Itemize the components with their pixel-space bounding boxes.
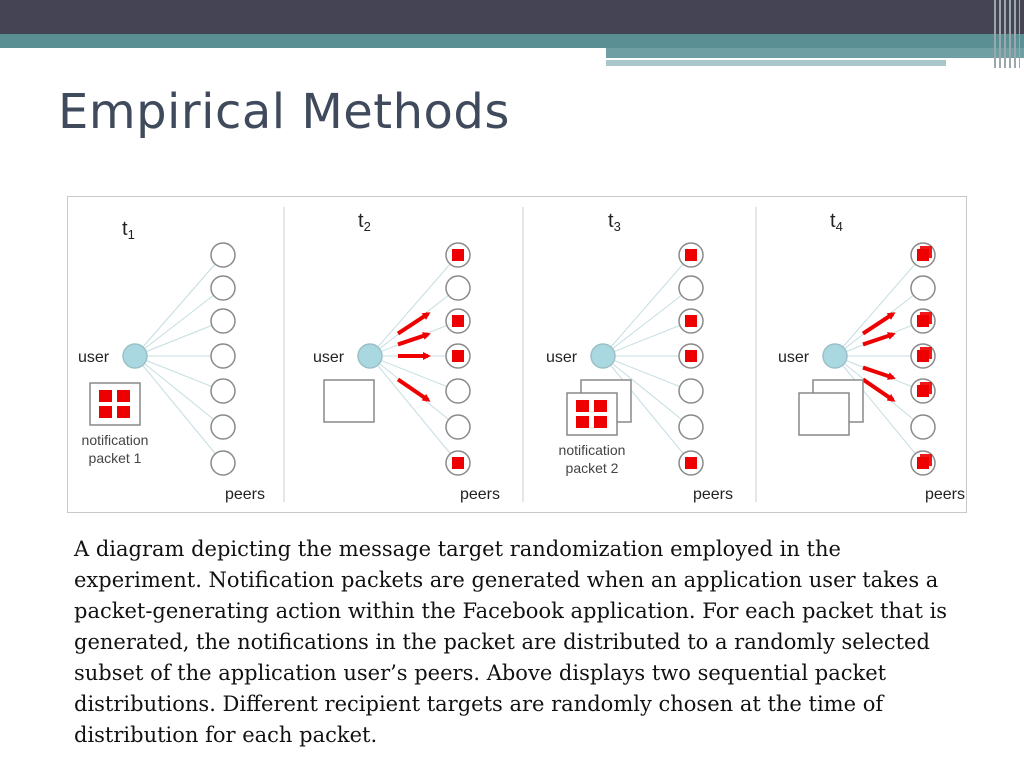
- user-label: user: [778, 349, 810, 366]
- notification-packet: [90, 383, 140, 425]
- received-notification: [920, 382, 932, 394]
- time-label: $t_2$: [358, 210, 371, 234]
- header-bar: [0, 0, 1024, 34]
- notification-square: [117, 390, 130, 402]
- connection-line: [603, 255, 691, 356]
- user-node: [591, 344, 615, 368]
- notification-square: [576, 400, 589, 412]
- received-notification: [685, 350, 697, 362]
- connection-line: [135, 321, 223, 356]
- user-node: [123, 344, 147, 368]
- received-notification: [920, 454, 932, 466]
- received-notification: [685, 315, 697, 327]
- peer-node: [446, 379, 470, 403]
- connection-line: [135, 288, 223, 356]
- connection-line: [135, 356, 223, 391]
- time-label: $t_4$: [830, 210, 843, 234]
- peer-node: [911, 415, 935, 439]
- peers-label: peers: [692, 486, 734, 503]
- user-label: user: [78, 349, 110, 366]
- packet-label: notification: [81, 432, 149, 448]
- peer-node: [211, 379, 235, 403]
- connection-line: [135, 255, 223, 356]
- header-decor-lines: [994, 0, 1020, 68]
- notification-square: [576, 416, 589, 428]
- notification-square: [594, 400, 607, 412]
- peer-node: [679, 379, 703, 403]
- received-notification: [452, 249, 464, 261]
- header-accent-stripe-2: [606, 48, 1024, 58]
- header-accent-stripe: [0, 34, 1024, 48]
- received-notification: [920, 246, 932, 258]
- notification-square: [99, 406, 112, 418]
- diagram-caption: A diagram depicting the message target randomization employed in the experiment. Notification packets are generated when an application user takes a packet-generating action within the Facebook application. For each packet that is generated, the notifications in the packet are distributed to a randomly selected subset of the application user’s peers. Above displays two sequential packet distributions. Different recipient targets are randomly chosen at the time of distribution for each packet.: [74, 537, 948, 747]
- received-notification: [920, 347, 932, 359]
- distribution-arrow: [863, 334, 893, 344]
- distribution-arrow: [398, 379, 428, 400]
- peer-node: [211, 309, 235, 333]
- empty-packet: [799, 393, 849, 435]
- packet-label: notification: [558, 442, 626, 458]
- peer-node: [211, 276, 235, 300]
- received-notification: [452, 350, 464, 362]
- time-label: $t_1$: [122, 218, 135, 242]
- distribution-arrow: [863, 314, 893, 334]
- message-distribution-diagram: [68, 197, 966, 512]
- user-node: [358, 344, 382, 368]
- received-notification: [452, 457, 464, 469]
- received-notification: [685, 457, 697, 469]
- peer-node: [211, 415, 235, 439]
- peer-node: [679, 415, 703, 439]
- packet-name: packet 2: [565, 460, 619, 476]
- distribution-arrow: [863, 379, 893, 400]
- peers-label: peers: [924, 486, 966, 503]
- connection-line: [603, 321, 691, 356]
- peer-node: [679, 276, 703, 300]
- user-label: user: [546, 349, 578, 366]
- header-accent-stripe-3: [606, 60, 946, 66]
- connection-line: [370, 356, 458, 391]
- distribution-arrow: [863, 368, 893, 378]
- user-node: [823, 344, 847, 368]
- connection-line: [370, 356, 458, 463]
- received-notification: [920, 312, 932, 324]
- distribution-arrow: [398, 314, 428, 334]
- diagram-frame: [67, 196, 967, 513]
- connection-line: [135, 356, 223, 427]
- notification-square: [594, 416, 607, 428]
- packet-frame: [567, 393, 617, 435]
- packet-name: packet 1: [88, 450, 142, 466]
- received-notification: [452, 315, 464, 327]
- peer-node: [211, 451, 235, 475]
- peers-label: peers: [459, 486, 501, 503]
- peer-node: [911, 276, 935, 300]
- peer-node: [446, 276, 470, 300]
- received-notification: [685, 249, 697, 261]
- notification-packet: [567, 393, 617, 435]
- peer-node: [211, 243, 235, 267]
- peer-node: [211, 344, 235, 368]
- connection-line: [603, 288, 691, 356]
- empty-packet: [324, 380, 374, 422]
- distribution-arrow: [398, 334, 428, 344]
- packet-frame: [90, 383, 140, 425]
- notification-square: [117, 406, 130, 418]
- user-label: user: [313, 349, 345, 366]
- slide-title: Empirical Methods: [58, 84, 510, 140]
- time-label: $t_3$: [608, 210, 621, 234]
- peers-label: peers: [224, 486, 266, 503]
- notification-square: [99, 390, 112, 402]
- peer-node: [446, 415, 470, 439]
